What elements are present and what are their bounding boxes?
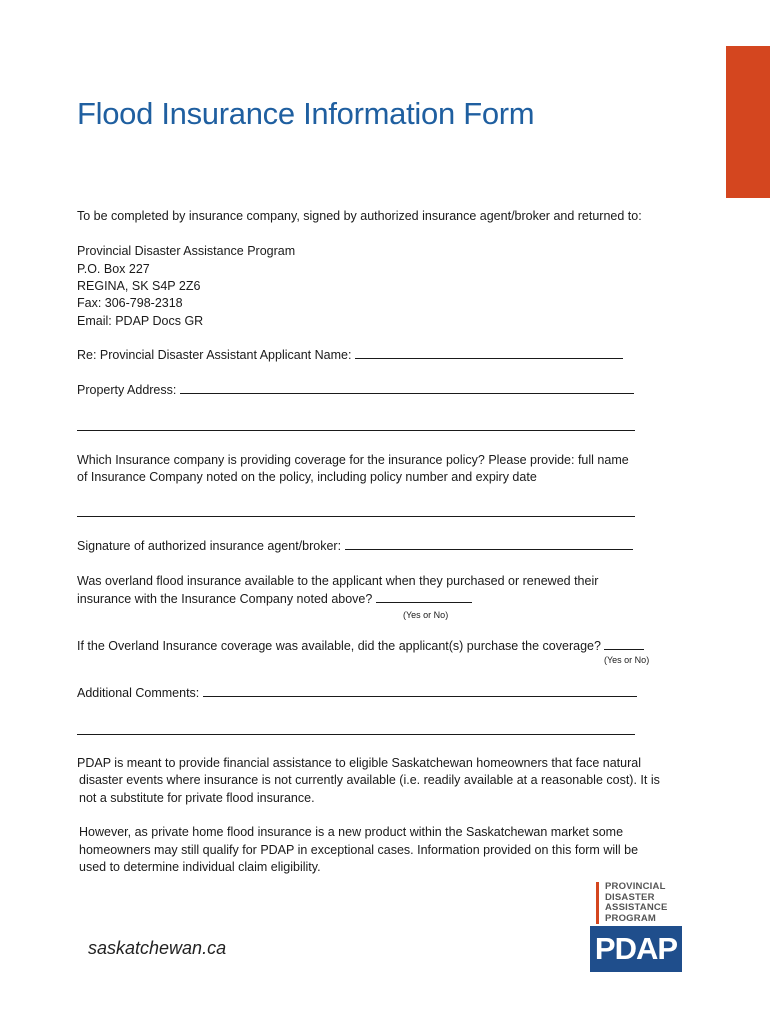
logo-line: PROVINCIAL xyxy=(605,881,666,892)
logo-mark: PDAP xyxy=(590,926,682,972)
overland-purchase-question: If the Overland Insurance coverage was available, did the applicant(s) purchase the coverage? xyxy=(77,639,601,653)
paragraph-line: However, as private home flood insurance is a new product within the Saskatchewan market some xyxy=(79,825,624,839)
overland-available-field[interactable] xyxy=(376,590,472,603)
comments-row xyxy=(77,684,637,702)
signature-row xyxy=(77,537,633,555)
insurer-question-line: of Insurance Company noted on the policy, including policy number and expiry date xyxy=(77,470,537,484)
intro-text: To be completed by insurance company, signed by authorized insurance agent/broker and returned to: xyxy=(77,209,642,223)
paragraph-line: used to determine individual claim eligibility. xyxy=(79,860,321,874)
overland-purchase-row xyxy=(77,637,644,655)
accent-bar xyxy=(726,46,770,198)
signature-field[interactable] xyxy=(345,537,633,550)
applicant-name-label: Re: Provincial Disaster Assistant Applicant Name: xyxy=(77,348,352,362)
footer-url: saskatchewan.ca xyxy=(88,938,227,958)
address-line: Provincial Disaster Assistance Program xyxy=(77,244,296,258)
yes-no-hint: (Yes or No) xyxy=(403,610,449,620)
applicant-name-field[interactable] xyxy=(355,346,623,359)
paragraph-line: not a substitute for private flood insurance. xyxy=(79,791,315,805)
overland-question-row xyxy=(77,590,472,608)
address-line: P.O. Box 227 xyxy=(77,262,150,276)
logo-line: ASSISTANCE xyxy=(605,902,668,913)
property-address-label: Property Address: xyxy=(77,383,177,397)
property-address-row xyxy=(77,381,634,399)
overland-question-line: Was overland flood insurance available to the applicant when they purchased or renewed their xyxy=(77,574,599,588)
overland-question-text: insurance with the Insurance Company noted above? xyxy=(77,592,373,606)
logo-line: DISASTER xyxy=(605,891,655,903)
insurer-question-line: Which Insurance company is providing coverage for the insurance policy? Please provide: full name xyxy=(77,453,629,467)
logo-rule xyxy=(596,882,599,924)
address-line: Fax: 306-798-2318 xyxy=(77,296,183,310)
logo-wordmark xyxy=(605,882,668,924)
comments-field[interactable] xyxy=(203,684,637,697)
signature-label: Signature of authorized insurance agent/broker: xyxy=(77,539,342,553)
comments-label: Additional Comments: xyxy=(77,686,200,700)
overland-purchase-field[interactable] xyxy=(604,637,644,650)
comments-field-line2[interactable] xyxy=(77,734,635,735)
address-line: REGINA, SK S4P 2Z6 xyxy=(77,279,201,293)
logo-line: PROGRAM xyxy=(605,912,657,924)
paragraph-line: homeowners may still qualify for PDAP in exceptional cases. Information provided on this form will be xyxy=(79,843,639,857)
address-line: Email: PDAP Docs GR xyxy=(77,314,204,328)
property-address-field[interactable] xyxy=(180,381,634,394)
yes-no-hint: (Yes or No) xyxy=(604,655,650,665)
paragraph-line: PDAP is meant to provide financial assistance to eligible Saskatchewan homeowners that face natural xyxy=(77,756,641,770)
property-address-field-line2[interactable] xyxy=(77,430,635,431)
applicant-name-row xyxy=(77,346,623,364)
paragraph-line: disaster events where insurance is not currently available (i.e. readily available at a reasonable cost). It is xyxy=(79,773,660,787)
insurer-details-field[interactable] xyxy=(77,516,635,517)
page-title: Flood Insurance Information Form xyxy=(77,96,535,131)
